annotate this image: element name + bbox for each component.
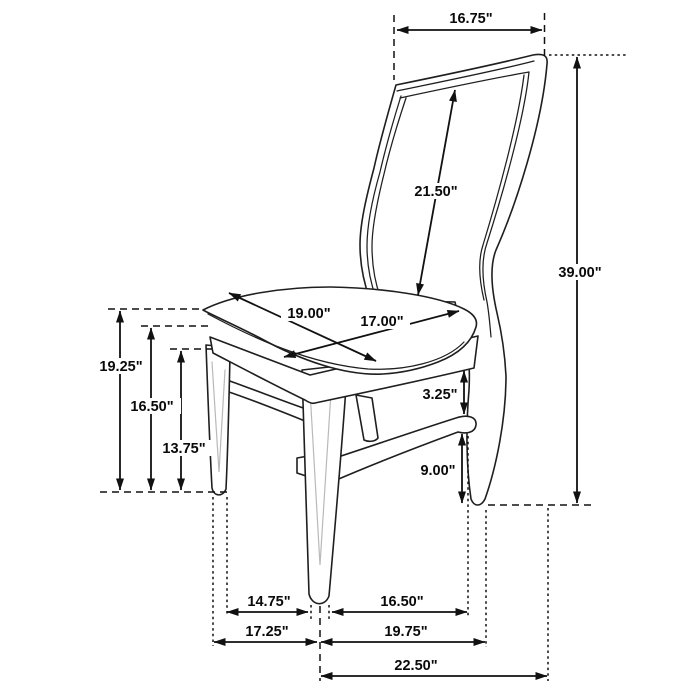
dim-label-overall-depth: 22.50" [394,658,438,674]
dim-front-section-width [214,624,317,642]
dim-label-rear-section-depth: 19.75" [384,624,428,640]
dim-rear-leg-span [332,594,467,612]
dim-label-backrest-length: 21.50" [414,184,458,200]
chair-backrest-and-rear-leg [360,54,547,505]
dim-label-apron-bottom-height: 13.75" [162,441,206,457]
dim-label-seat-height: 19.25" [99,359,143,375]
dim-label-seat-width: 17.00" [360,314,404,330]
dim-front-to-rear-leg-spacing [227,594,308,612]
dim-label-seat-frame-height: 16.50" [130,399,174,415]
dim-label-apron-to-stretcher: 3.25" [422,387,458,403]
dim-label-overall-height: 39.00" [558,265,602,281]
dim-label-front-to-rear-leg-spacing: 14.75" [247,594,291,610]
dim-label-stretcher-to-floor: 9.00" [420,463,456,479]
chair-rear-left-leg [356,395,378,441]
dim-label-rear-leg-span: 16.50" [380,594,424,610]
dim-label-front-section-width: 17.25" [245,624,289,640]
dim-rear-section-depth [321,624,485,642]
dim-label-seat-depth: 19.00" [287,306,331,322]
dim-label-back-top-width: 16.75" [449,11,493,27]
dim-overall-depth [321,658,547,676]
bottom-guide-lines [213,436,548,681]
chair-front-left-leg [206,345,230,495]
